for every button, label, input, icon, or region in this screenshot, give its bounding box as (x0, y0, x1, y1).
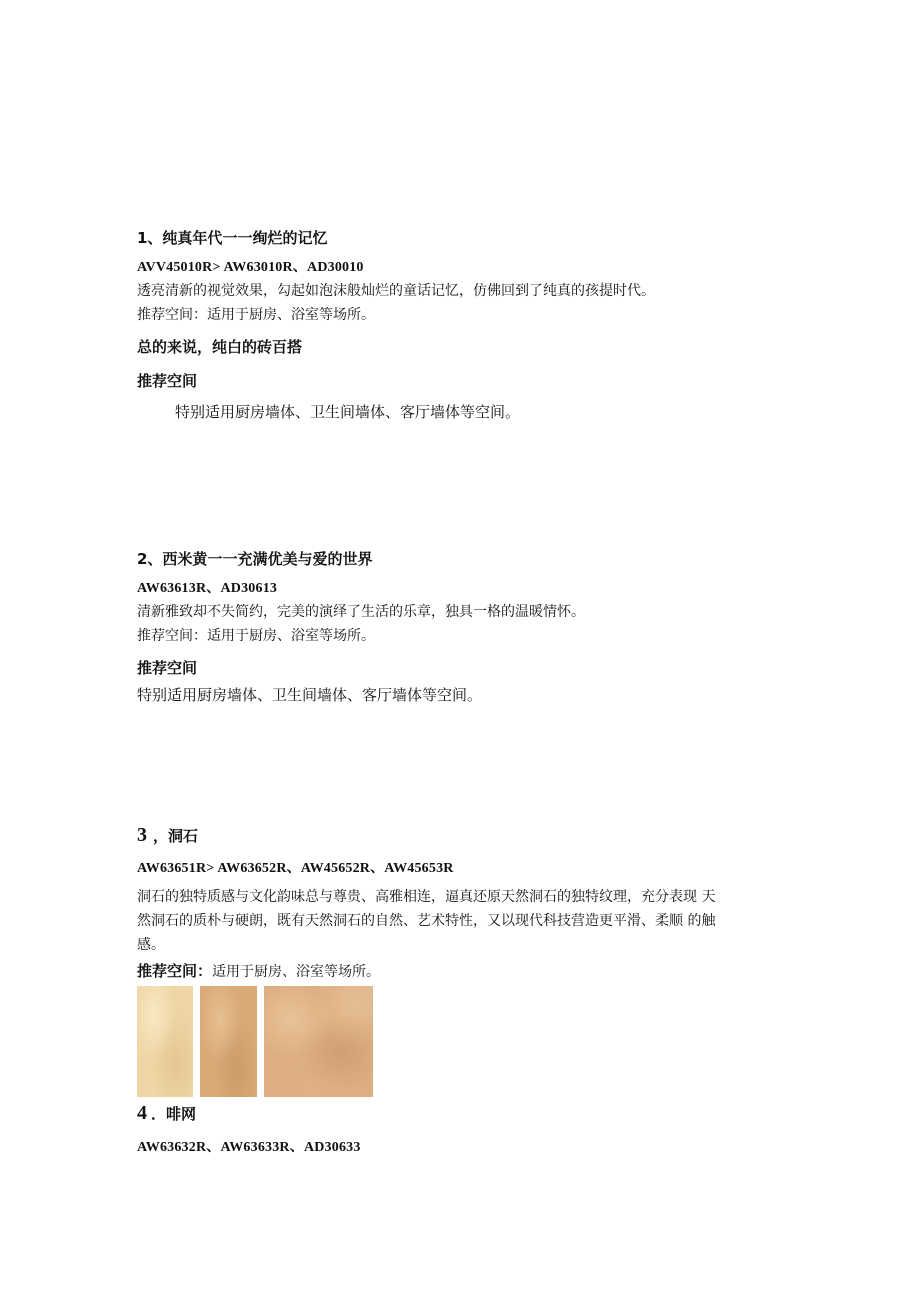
section-3-heading (137, 824, 198, 847)
section-1-rec-heading: 推荐空间 (137, 372, 198, 390)
section-2-title: 2、西米黄一一充满优美与爱的世界 (137, 550, 373, 568)
section-4-codes: AW63632R、AW63633R、AD30633 (137, 1140, 361, 1155)
section-4-title: ．啡网 (151, 1105, 197, 1123)
section-1-title: 1、纯真年代一一绚烂的记忆 (137, 229, 328, 247)
section-3-desc-line-3: 感。 (137, 937, 165, 953)
section-2-description: 清新雅致却不失简约，完美的演绎了生活的乐章，独具一格的温暖情怀。 (137, 604, 585, 620)
section-3-desc-line-1: 洞石的独特质感与文化韵味总与尊贵、高雅相连，逼真还原天然洞石的独特纹理，充分表现 天 (137, 889, 716, 905)
section-1-codes: AVV45010R> AW63010R、AD30010 (137, 260, 364, 275)
section-1-summary: 总的来说，纯白的砖百搭 (137, 338, 303, 356)
section-2-codes: AW63613R、AD30613 (137, 581, 278, 596)
section-3-rec-label: 推荐空间： (137, 962, 213, 980)
tile-sample-image (200, 986, 257, 1097)
section-2-rec-heading: 推荐空间 (137, 659, 198, 677)
travertine-tile-samples (137, 986, 373, 1097)
section-3-codes: AW63651R> AW63652R、AW45652R、AW45653R (137, 861, 454, 876)
section-3-rec-value: 适用于厨房、浴室等场所。 (212, 964, 381, 980)
tile-sample-image (137, 986, 193, 1097)
section-2-recommend: 推荐空间：适用于厨房、浴室等场所。 (137, 628, 375, 644)
section-2-rec-text: 特别适用厨房墙体、卫生间墙体、客厅墙体等空间。 (137, 686, 483, 704)
section-3-number: 3 (137, 824, 147, 846)
section-3-title: ，洞石 (153, 827, 199, 845)
section-4-number: 4 (137, 1102, 147, 1124)
section-1-recommend: 推荐空间：适用于厨房、浴室等场所。 (137, 307, 375, 323)
tile-sample-image (264, 986, 373, 1097)
section-1-description: 透亮清新的视觉效果，勾起如泡沫般灿烂的童话记忆，仿佛回到了纯真的孩提时代。 (137, 283, 655, 299)
section-1-rec-text: 特别适用厨房墙体、卫生间墙体、客厅墙体等空间。 (175, 403, 521, 421)
section-3-desc-line-2: 然洞石的质朴与硬朗，既有天然洞石的自然、艺术特性，又以现代科技营造更平滑、柔顺 的触 (137, 913, 716, 929)
section-3-recommend (137, 960, 380, 981)
section-4-heading (137, 1102, 196, 1125)
